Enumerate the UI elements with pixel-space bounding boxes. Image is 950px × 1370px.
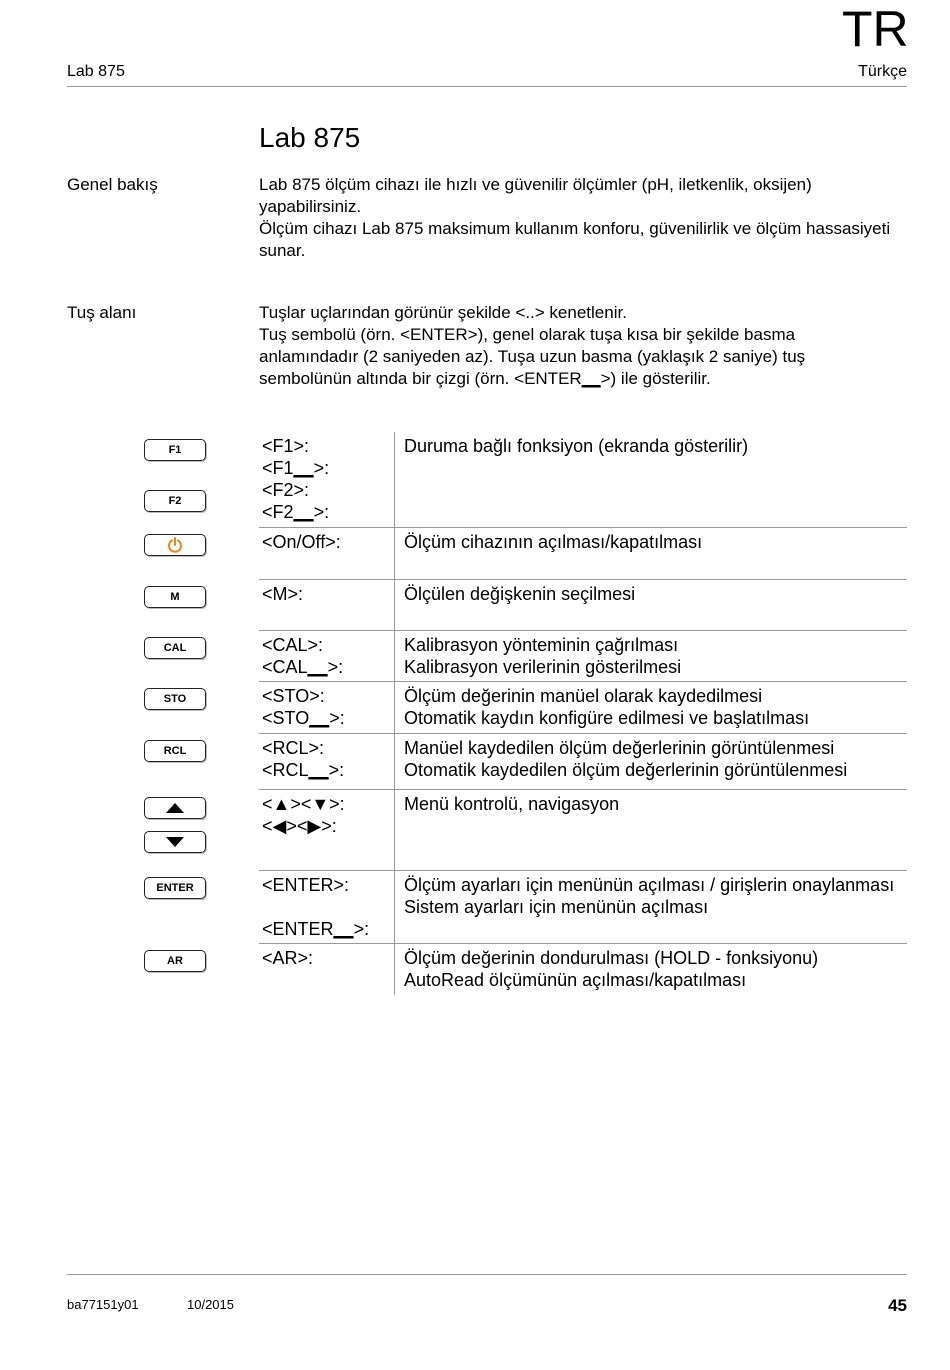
key-f2: F2 <box>144 490 206 512</box>
page-number: 45 <box>888 1296 907 1315</box>
key-ar: AR <box>144 950 206 972</box>
table-row-f-keys <box>262 435 329 523</box>
description-ar: Ölçüm değerinin dondurulması (HOLD - fonksiyonu) AutoRead ölçümünün açılması/kapatılması <box>404 948 819 990</box>
key-m: M <box>144 586 206 608</box>
key-symbol-example: <ENTER> <box>400 325 478 344</box>
key-label: <F1__>: <box>262 458 330 478</box>
keypad-sentence-1: Tuşlar uçlarından görünür şekilde <..> kenetlenir. <box>259 303 627 322</box>
footer-rule <box>67 1274 907 1275</box>
key-label-onoff: <On/Off>: <box>262 532 341 552</box>
description-onoff: Ölçüm cihazının açılması/kapatılması <box>404 532 703 552</box>
table-row-divider <box>259 527 907 528</box>
description-sto: Ölçüm değerinin manüel olarak kaydedilmesi Otomatik kaydın konfigüre edilmesi ve başlatılması <box>404 686 810 728</box>
language-code: TR <box>842 1 909 57</box>
description-cal: Kalibrasyon yönteminin çağrılması Kalibrasyon verilerinin gösterilmesi <box>404 635 682 677</box>
description-m: Ölçülen değişkenin seçilmesi <box>404 584 636 604</box>
table-row-divider <box>259 579 907 580</box>
key-label: <ENTER__>: <box>262 919 370 939</box>
arrow-down-icon <box>166 837 184 847</box>
description-rcl: Manüel kaydedilen ölçüm değerlerinin görüntülenmesi Otomatik kaydedilen ölçüm değerlerinin görüntülenmesi <box>404 738 848 780</box>
key-cal: CAL <box>144 637 206 659</box>
header-language: Türkçe <box>858 63 907 80</box>
key-label: <STO__>: <box>262 708 345 728</box>
key-label: <CAL>: <box>262 635 324 655</box>
table-row-divider <box>259 733 907 734</box>
footer-date: 10/2015 <box>187 1297 234 1312</box>
table-row-rcl <box>262 737 344 781</box>
key-label: <CAL__>: <box>262 657 344 677</box>
key-label: <◀><▶>: <box>262 816 337 836</box>
key-label: <ENTER>: <box>262 875 350 895</box>
keypad-label: Tuş alanı <box>67 303 137 322</box>
table-row-divider <box>259 870 907 871</box>
table-row-divider <box>259 943 907 944</box>
overview-label: Genel bakış <box>67 175 158 194</box>
description-f-keys: Duruma bağlı fonksiyon (ekranda gösterilir) <box>404 436 749 456</box>
table-row-divider <box>259 789 907 790</box>
key-symbol-long-example-end: > <box>600 369 611 388</box>
description-enter: Ölçüm ayarları için menünün açılması / girişlerin onaylanması Sistem ayarları için menünün açılması <box>404 875 895 917</box>
description-nav: Menü kontrolü, navigasyon <box>404 794 620 814</box>
keypad-text-part: ), genel olarak tuşa kısa bir şekilde basma anlamındadır (2 saniyeden az). Tuşa uzun basma (yaklaşık 2 saniye) tuş sembolünün altında bir çizgi (örn. <box>259 325 806 388</box>
power-icon <box>167 537 183 553</box>
key-label: <RCL__>: <box>262 760 345 780</box>
keypad-text <box>259 302 899 390</box>
key-f1: F1 <box>144 439 206 461</box>
key-symbol-long-example: <ENTER <box>514 369 582 388</box>
key-onoff <box>144 534 206 556</box>
long-press-underline: __ <box>581 369 601 388</box>
table-row-enter <box>262 874 369 940</box>
key-label: <▲><▼>: <box>262 794 345 814</box>
key-up <box>144 797 206 819</box>
overview-paragraph-1: Lab 875 ölçüm cihazı ile hızlı ve güvenilir ölçümler (pH, iletkenlik, oksijen) yapabilirsiniz. <box>259 175 812 216</box>
key-down <box>144 831 206 853</box>
header-rule <box>67 86 907 87</box>
table-row-nav <box>262 793 345 837</box>
keypad-text-part: Tuş sembolü (örn. <box>259 325 401 344</box>
key-label-m: <M>: <box>262 584 304 604</box>
arrow-up-icon <box>166 803 184 813</box>
key-rcl: RCL <box>144 740 206 762</box>
table-row-divider <box>259 630 907 631</box>
key-label: <F2__>: <box>262 502 330 522</box>
table-row-divider <box>259 681 907 682</box>
key-label: <STO>: <box>262 686 325 706</box>
key-label: <F2>: <box>262 480 310 500</box>
key-enter: ENTER <box>144 877 206 899</box>
key-label-ar: <AR>: <box>262 948 314 968</box>
key-sto: STO <box>144 688 206 710</box>
keypad-sentence-2 <box>259 324 899 390</box>
footer-doc-id: ba77151y01 <box>67 1297 139 1312</box>
key-label: <F1>: <box>262 436 310 456</box>
table-row-sto <box>262 685 345 729</box>
keypad-text-part: ) ile gösterilir. <box>610 369 711 388</box>
key-label: <RCL>: <box>262 738 325 758</box>
header-product: Lab 875 <box>67 63 125 80</box>
table-column-divider <box>394 432 395 995</box>
table-row-cal <box>262 634 343 678</box>
overview-paragraph-2: Ölçüm cihazı Lab 875 maksimum kullanım konforu, güvenilirlik ve ölçüm hassasiyeti sunar. <box>259 219 891 260</box>
overview-text <box>259 174 899 262</box>
page-title: Lab 875 <box>259 122 361 153</box>
